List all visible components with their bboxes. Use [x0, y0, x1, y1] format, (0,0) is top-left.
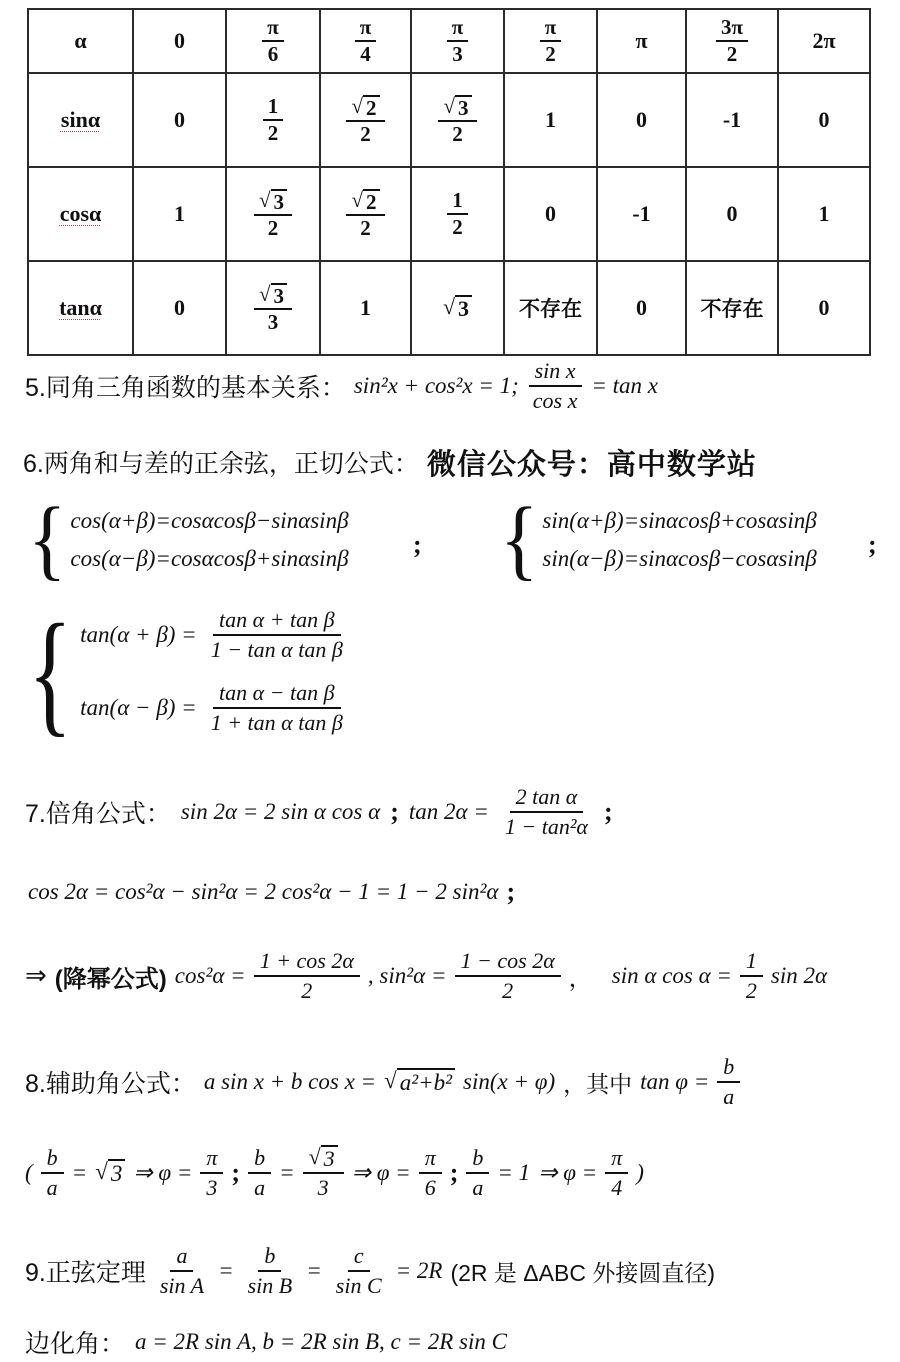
section-5-heading: 5.同角三角函数的基本关系：: [25, 374, 346, 402]
pi-over-6-fraction: [419, 1144, 442, 1203]
numerator: sin x: [529, 357, 582, 387]
sin-squared-lhs: , sin²α =: [367, 963, 447, 988]
equals: =: [279, 1160, 295, 1185]
row-label-tan: [28, 261, 133, 355]
denominator: 2: [545, 42, 556, 66]
numerator: b: [717, 1053, 740, 1083]
circumcircle-note: (2R 是 ΔABC 外接圆直径): [450, 1259, 715, 1286]
separator-semicolon: ;: [868, 530, 877, 559]
sqrt-icon: √: [384, 1068, 397, 1094]
equals-tanx: = tan x: [591, 373, 658, 398]
left-brace-icon: {: [28, 490, 67, 590]
table-cell: [133, 73, 226, 167]
numerator: b: [41, 1144, 64, 1174]
equals-one: = 1: [497, 1160, 531, 1185]
denominator: 6: [267, 42, 279, 66]
table-cell: [320, 167, 411, 261]
tan-phi-lhs: tan φ =: [640, 1069, 710, 1094]
table-cell: [597, 261, 686, 355]
denominator: 3: [317, 1175, 329, 1201]
fraction: [205, 679, 349, 738]
denominator: a: [723, 1084, 735, 1109]
table-cell: [597, 167, 686, 261]
side-to-angle-heading: 边化角：: [25, 1330, 126, 1358]
wechat-watermark: 微信公众号：高中数学站: [426, 448, 757, 481]
c-over-sinC-fraction: [330, 1242, 388, 1301]
sin-2a-term: sin 2α: [770, 963, 828, 988]
denominator: 6: [424, 1175, 436, 1200]
numerator: 1 − cos 2α: [455, 947, 561, 977]
sqrt-icon: √: [443, 93, 456, 118]
denominator: 3: [267, 309, 279, 334]
radicand: 2: [363, 189, 380, 214]
sin-x-phi-term: sin(x + φ): [463, 1069, 556, 1094]
table-cell: [686, 167, 778, 261]
denominator: 1 − tan α tan β: [210, 637, 343, 663]
table-cell-undefined: [686, 261, 778, 355]
section-9-law-of-sines: [25, 1236, 715, 1306]
denominator: 2: [745, 978, 757, 1003]
denominator: 2: [360, 215, 371, 240]
denominator: sin B: [247, 1273, 293, 1298]
numerator: b: [248, 1144, 271, 1174]
numerator: b: [466, 1144, 489, 1174]
cos-squared-fraction: [254, 947, 360, 1006]
close-paren: ): [636, 1160, 644, 1185]
sqrt-icon: √: [308, 1144, 321, 1170]
radicand: 3: [108, 1159, 126, 1186]
implies-phi: ⇒ φ =: [351, 1160, 411, 1185]
denominator: 2: [726, 42, 738, 66]
tan-diff-formula: [80, 679, 349, 738]
sqrt-icon: √: [95, 1159, 108, 1185]
b-over-sinB-fraction: [242, 1242, 299, 1301]
denominator: 2: [267, 215, 279, 240]
denominator: 4: [611, 1175, 623, 1200]
value: 0: [726, 201, 738, 226]
phi-cases-line: [25, 1138, 644, 1208]
sin-diff-formula: sin(α−β)=sinαcosβ−cosαsinβ: [542, 546, 817, 571]
left-brace-icon: {: [500, 490, 539, 590]
table-cell: [411, 167, 504, 261]
cos-row: [28, 167, 870, 261]
sqrt-icon: √: [442, 294, 456, 320]
section-5-basic-relations: [25, 350, 658, 422]
power-reduction-line: [25, 936, 827, 1016]
denominator: a: [472, 1175, 484, 1200]
radicand: a²+b²: [397, 1068, 455, 1095]
radicand: 3: [271, 189, 288, 214]
table-cell: [226, 261, 320, 355]
table-cell: [133, 167, 226, 261]
numerator: tan α − tan β: [213, 679, 341, 709]
separator-semicolon: ;: [231, 1158, 241, 1187]
separator-comma: ，: [568, 964, 592, 991]
denominator: sin C: [335, 1273, 382, 1298]
denominator: 3: [206, 1175, 218, 1200]
table-cell: [320, 261, 411, 355]
header-cell-3pi-2: [686, 9, 778, 73]
numerator: π: [540, 15, 562, 42]
value: 0: [818, 107, 830, 132]
sqrt-3: [95, 1159, 125, 1186]
section-8-auxiliary-angle: [25, 1046, 740, 1118]
sin-equations: [542, 508, 816, 572]
denominator: 2: [502, 978, 514, 1003]
table-cell: [778, 261, 870, 355]
sqrt-icon: √: [258, 281, 271, 306]
value: 不存在: [519, 298, 582, 321]
cos-squared-lhs: cos²α =: [174, 963, 246, 988]
left-brace-icon: {: [28, 595, 73, 749]
value: 1: [360, 295, 371, 320]
lhs: tan(α − β) =: [80, 695, 197, 721]
cos-label: cosα: [59, 201, 102, 226]
trig-values-table: [27, 8, 871, 356]
numerator: 3π: [716, 15, 748, 42]
numerator: π: [605, 1144, 628, 1174]
denominator: 2: [301, 978, 313, 1003]
numerator: π: [262, 15, 284, 42]
sin-double-angle-formula: sin 2α = 2 sin α cos α: [180, 799, 381, 824]
denominator: 1 + tan α tan β: [210, 710, 343, 736]
b-over-a-fraction: [41, 1144, 64, 1203]
separator-semicolon: ;: [506, 877, 516, 906]
sin-sum-diff-system: [500, 490, 817, 590]
alpha-label: α: [74, 28, 87, 53]
tan-double-angle-lhs: tan 2α =: [408, 799, 489, 824]
numerator: π: [355, 15, 377, 42]
header-cell-2pi: [778, 9, 870, 73]
equals-2R: = 2R: [395, 1258, 443, 1283]
section-6-heading: 6.两角和与差的正余弦，正切公式：: [23, 450, 419, 478]
table-cell: [597, 73, 686, 167]
tan-label: tanα: [59, 295, 102, 320]
sqrt3-over-3-fraction: [303, 1143, 344, 1203]
denominator: 3: [452, 42, 463, 66]
denominator: 2: [360, 121, 371, 146]
table-cell: [133, 261, 226, 355]
sqrt-icon: √: [258, 187, 271, 212]
pi-over-3-fraction: [200, 1144, 223, 1203]
separator-semicolon: ;: [449, 1158, 459, 1187]
table-cell: [504, 167, 597, 261]
denominator: 2: [267, 121, 279, 145]
pi-over-4-fraction: [605, 1144, 628, 1203]
section-7-double-angle: [25, 770, 613, 854]
value: 0: [174, 28, 185, 53]
cos-sum-diff-system: [28, 490, 349, 590]
numerator: b: [258, 1242, 281, 1272]
table-cell: [686, 73, 778, 167]
value: 1: [174, 201, 185, 226]
fraction: [205, 606, 349, 665]
cos-diff-formula: cos(α−β)=cosαcosβ+sinαsinβ: [70, 546, 349, 571]
value: 0: [174, 107, 185, 132]
numerator: 1: [740, 947, 763, 977]
denominator: cos x: [532, 388, 578, 413]
denominator: a: [46, 1175, 58, 1200]
denominator: 4: [360, 42, 371, 66]
row-label-sin: [28, 73, 133, 167]
side-to-angle-line: [25, 1322, 507, 1362]
value: 0: [818, 295, 830, 320]
table-cell: [504, 73, 597, 167]
radicand: 3: [271, 283, 288, 308]
numerator: 2 tan α: [510, 783, 584, 813]
table-cell: [411, 261, 504, 355]
sin-sum-formula: sin(α+β)=sinαcosβ+cosαsinβ: [542, 508, 817, 533]
header-cell-0: [133, 9, 226, 73]
table-header-row: [28, 9, 870, 73]
equals: =: [218, 1258, 234, 1283]
value: 不存在: [700, 298, 764, 321]
table-cell: [226, 167, 320, 261]
denominator: 2: [452, 121, 463, 146]
separator-semicolon: ;: [390, 797, 399, 826]
tan-equations: [80, 606, 349, 738]
numerator: π: [200, 1144, 223, 1174]
header-cell-pi-3: [411, 9, 504, 73]
value: 0: [545, 201, 556, 226]
numerator: 1: [447, 188, 468, 215]
trig-values-table-wrap: [27, 8, 871, 356]
numerator: 1: [263, 94, 284, 121]
value: -1: [722, 107, 742, 132]
tan-sum-diff-system: [28, 595, 349, 749]
denominator: sin A: [159, 1273, 205, 1298]
sqrt-a2-b2: [384, 1068, 455, 1095]
value: -1: [632, 201, 651, 226]
value: 0: [636, 295, 647, 320]
power-reduction-label: (降幂公式): [54, 965, 167, 993]
cos-double-angle-line: [28, 872, 515, 912]
one-half-fraction: [740, 947, 763, 1006]
b-over-a-fraction: [717, 1053, 740, 1112]
b-over-a-fraction: [466, 1144, 489, 1203]
sin-label: sinα: [60, 107, 101, 132]
identity-formula: sin²x + cos²x = 1;: [353, 373, 519, 398]
header-cell-alpha: [28, 9, 133, 73]
b-over-a-fraction: [248, 1144, 271, 1203]
table-cell: [778, 73, 870, 167]
section-7-heading: 7.倍角公式：: [25, 800, 171, 828]
sqrt-icon: √: [351, 187, 364, 212]
denominator: 2: [452, 215, 463, 239]
section-9-heading: 9.正弦定理: [25, 1259, 146, 1287]
aux-formula-lhs: a sin x + b cos x =: [203, 1069, 377, 1094]
value: 0: [636, 107, 647, 132]
numerator: 1 + cos 2α: [254, 947, 360, 977]
implies-phi: ⇒ φ =: [538, 1160, 598, 1185]
cos-equations: [70, 508, 348, 572]
cos-double-angle-formula: cos 2α = cos²α − sin²α = 2 cos²α − 1 = 1 − 2 sin²α: [28, 879, 499, 904]
value: π: [635, 28, 648, 53]
value: 1: [545, 107, 556, 132]
table-cell-undefined: [504, 261, 597, 355]
header-cell-pi: [597, 9, 686, 73]
table-cell: [320, 73, 411, 167]
numerator: a: [170, 1242, 193, 1272]
cos-sum-formula: cos(α+β)=cosαcosβ−sinαsinβ: [70, 508, 349, 533]
tan-row: [28, 261, 870, 355]
table-cell: [226, 73, 320, 167]
sinx-over-cosx-fraction: [527, 357, 584, 416]
radicand: 2: [363, 95, 380, 120]
sin-row: [28, 73, 870, 167]
sin-cos-product-lhs: sin α cos α =: [611, 963, 732, 988]
equals: =: [71, 1160, 88, 1185]
denominator: 1 − tan²α: [504, 814, 588, 839]
table-cell: [411, 73, 504, 167]
row-label-cos: [28, 167, 133, 261]
header-cell-pi-2: [504, 9, 597, 73]
radicand: 3: [321, 1145, 338, 1171]
implies-phi: ⇒ φ =: [133, 1160, 193, 1185]
a-over-sinA-fraction: [154, 1242, 210, 1301]
numerator: tan α + tan β: [213, 606, 341, 636]
header-cell-pi-4: [320, 9, 411, 73]
numerator: π: [419, 1144, 442, 1174]
section-6-sum-difference: [23, 440, 757, 484]
section-8-heading: 8.辅助角公式：: [25, 1070, 196, 1098]
radicand: 3: [455, 295, 472, 321]
open-paren: (: [25, 1160, 33, 1185]
radicand: 3: [455, 95, 472, 120]
tan-sum-formula: [80, 606, 349, 665]
separator-semicolon: ;: [603, 797, 613, 826]
sin-squared-fraction: [455, 947, 561, 1006]
implies-arrow-icon: ⇒: [25, 961, 47, 990]
table-cell: [778, 167, 870, 261]
value: 1: [818, 201, 830, 226]
value: 0: [174, 295, 185, 320]
where-label: ，其中: [563, 1070, 633, 1097]
numerator: π: [447, 15, 469, 42]
equals: =: [306, 1258, 322, 1283]
lhs: tan(α + β) =: [80, 622, 197, 648]
value: 2π: [812, 28, 836, 53]
tan-double-angle-fraction: [499, 783, 594, 842]
separator-semicolon: ;: [413, 530, 422, 559]
header-cell-pi-6: [226, 9, 320, 73]
sqrt-icon: √: [351, 93, 364, 118]
numerator: c: [348, 1242, 370, 1272]
denominator: a: [254, 1175, 266, 1200]
side-to-angle-formula: a = 2R sin A, b = 2R sin B, c = 2R sin C: [135, 1329, 507, 1354]
